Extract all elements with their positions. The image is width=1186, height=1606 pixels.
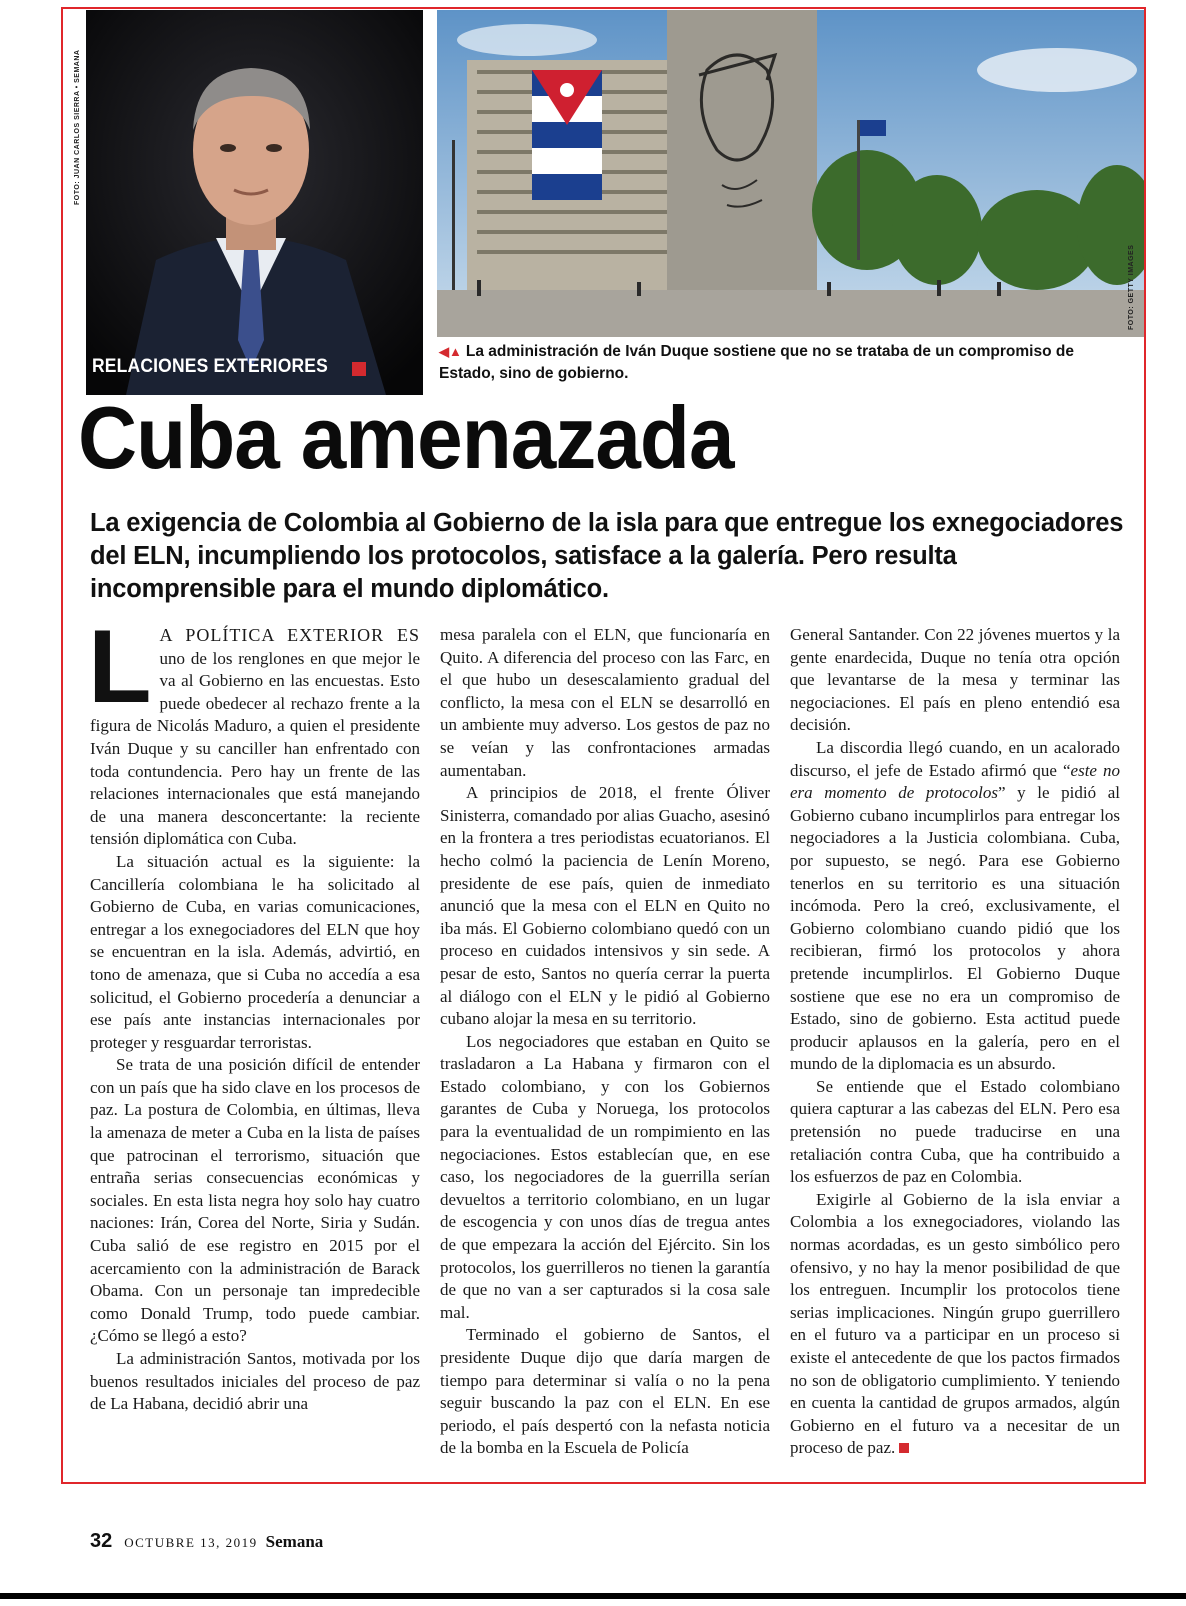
headline: Cuba amenazada bbox=[78, 388, 734, 487]
plaza-credit: FOTO: GETTY IMAGES bbox=[1128, 244, 1135, 330]
paragraph: Se entiende que el Estado colombiano quiera capturar a las cabezas del ELN. Pero esa pretensión no puede traducirse en una retaliación contra Cuba, que ha contribuido a los esfuerzos de paz en Colombia. bbox=[790, 1076, 1120, 1187]
paragraph bbox=[88, 609, 420, 851]
paragraph: A principios de 2018, el frente Óliver Sinisterra, comandado por alias Guacho, asesinó en la frontera a tres periodistas ecuatorianos. El hecho colmó la paciencia de Lenín Moreno, presidente de ese país, quien de inmediato anunció que la mesa con el ELN en Quito no iba más. El Gobierno colombiano quedó con un proceso en cuidados intensivos y sin sede. A pesar de esto, Santos no quería cerrar la puerta al diálogo con el ELN y le pidió al Gobierno cubano alojar la mesa en su territorio. bbox=[440, 783, 770, 1029]
paragraph-text: Exigirle al Gobierno de la isla enviar a Colombia a los exnegociadores, violando las normas acordadas, es un gesto simbólico pero ofensivo, y no hay la menor posibilidad de que los entreguen. Incumplir los protocolos tiene serias implicaciones. Ningún grupo guerrillero en el futuro va a participar en un proceso si existe el antecedente de que los pactos firmados no son de obligatorio cumplimiento. Y teniendo en cuenta la cantidad de grupos armados, algún Gobierno en el futuro va a necesitar de un proceso de paz. bbox=[790, 1189, 1120, 1458]
article-column-1 bbox=[88, 609, 420, 1416]
plaza-photo bbox=[437, 10, 1144, 337]
issue-date: OCTUBRE 13, 2019 bbox=[124, 1535, 258, 1550]
page-number: 32 bbox=[90, 1530, 113, 1552]
photo-caption bbox=[439, 341, 1119, 385]
paragraph-text: La discordia llegó cuando, en un acalorado discurso, el jefe de Estado afirmó que “ bbox=[790, 737, 1120, 780]
lead-caps: A POLÍTICA EXTERIOR ES bbox=[159, 625, 420, 645]
quote: este no era momento de protocolos bbox=[790, 760, 1120, 803]
paragraph: La administración Santos, motivada por los buenos resultados iniciales del proceso de paz de La Habana, decidió abrir una bbox=[90, 1349, 420, 1414]
article-column-3 bbox=[790, 624, 1120, 1460]
paragraph bbox=[790, 737, 1120, 1076]
paragraph: Los negociadores que estaban en Quito se trasladaron a La Habana y firmaron con el Estado colombiano, y con los Gobiernos garantes de Cuba y Noruega, los protocolos para la eventualidad de un rompimiento en las negociaciones. Estos establecían que, en ese caso, los negociadores de la guerrilla serían devueltos a territorio colombiano, en un lugar de escogencia y con unos días de tregua antes de que empezara la acción del Ejército. Sin los protocolos, los guerrilleros no tienen la garantía de que no van a ser capturados si la cosa sale mal. bbox=[440, 1031, 770, 1322]
caption-text: La administración de Iván Duque sostiene que no se trataba de un compromiso de Estado, sino de gobierno. bbox=[439, 343, 1074, 382]
end-mark-icon bbox=[899, 1443, 909, 1453]
deck: La exigencia de Colombia al Gobierno de la isla para que entregue los exnegociadores del ELN, incumpliendo los protocolos, satisface a la galería. Pero resulta incomprensible para el mundo diplomático. bbox=[90, 509, 1124, 603]
paragraph bbox=[790, 1189, 1120, 1460]
bottom-rule bbox=[0, 1593, 1186, 1599]
section-marker bbox=[352, 362, 366, 376]
drop-cap: L bbox=[88, 609, 152, 725]
paragraph: Se trata de una posición difícil de entender con un país que ha sido clave en los procesos de paz. La postura de Colombia, en últimas, lleva la amenaza de meter a Cuba en la lista de países que patrocinan el terrorismo, situación que entraña serias consecuencias económicas y sociales. En esta lista negra hoy solo hay cuatro naciones: Irán, Corea del Norte, Siria y Sudán. Cuba salió de ese registro en 2015 por el acercamiento con la administración de Barack Obama. Con un personaje tan impredecible como Donald Trump, todo puede cambiar. ¿Cómo se llegó a esto? bbox=[90, 1055, 420, 1346]
portrait-credit: FOTO: JUAN CARLOS SIERRA • SEMANA bbox=[74, 49, 81, 205]
paragraph: La situación actual es la siguiente: la Cancillería colombiana le ha solicitado al Gobierno de Cuba, en varias comunicaciones, entregar a los exnegociadores del ELN que hoy se encuentran en la isla. Además, advirtió, en tono de amenaza, que si Cuba no accedía a esa solicitud, el Gobierno procedería a denunciar a ese país ante instancias internacionales por proteger y resguardar terroristas. bbox=[90, 851, 420, 1052]
paragraph: Terminado el gobierno de Santos, el presidente Duque dijo que daría margen de tiempo para determinar si valía o no la pena seguir buscando la paz con el ELN. En ese periodo, el país despertó con la nefasta noticia de la bomba en la Escuela de Policía bbox=[440, 1325, 770, 1458]
paragraph-text: ” y le pidió al Gobierno cubano incumplirlos para entregar los negociadores a la Justicia colombiana. Cuba, por supuesto, se negó. Para ese Gobierno tenerlos en su territorio es una situación incómoda. Pero la creó, exclusivamente, el Gobierno colombiano cuando pidió que los recibieran, firmó los protocolos y ahora pretende incumplirlos. El Gobierno Duque sostiene que ese no era un compromiso de Estado, sino de gobierno. Esta actitud puede producir aplausos en la galería, pero en el mundo de la diplomacia es un absurdo. bbox=[790, 783, 1120, 1074]
paragraph-text: uno de los renglones en que mejor le va al Gobierno en las encuestas. Esto puede obedecer al rechazo frente a la figura de Nicolás Maduro, a quien el presidente Iván Duque y su canciller han enfrentado con toda contundencia. Pero hay un frente de las relaciones internacionales que está manejando de una manera desconcertante: la reciente tensión diplomática con Cuba. bbox=[90, 648, 420, 849]
paragraph: mesa paralela con el ELN, que funcionaría en Quito. A diferencia del proceso con las Farc, en el que hubo un desescalamiento gradual del conflicto, la mesa con el ELN se desarrolló en un ambiente muy adverso. Los gestos de paz no se veían y las confrontaciones armadas aumentaban. bbox=[440, 625, 770, 780]
paragraph: General Santander. Con 22 jóvenes muertos y la gente enardecida, Duque no tenía otra opción que levantarse de la mesa y terminar las negociaciones. El país en pleno entendió esa decisión. bbox=[790, 625, 1120, 735]
caption-arrows-icon: ◀▲ bbox=[439, 344, 462, 359]
magazine-name: Semana bbox=[265, 1532, 324, 1551]
portrait-photo bbox=[86, 10, 423, 395]
section-label: RELACIONES EXTERIORES bbox=[92, 356, 329, 377]
page-folio bbox=[90, 1530, 323, 1553]
article-column-2 bbox=[440, 624, 770, 1460]
